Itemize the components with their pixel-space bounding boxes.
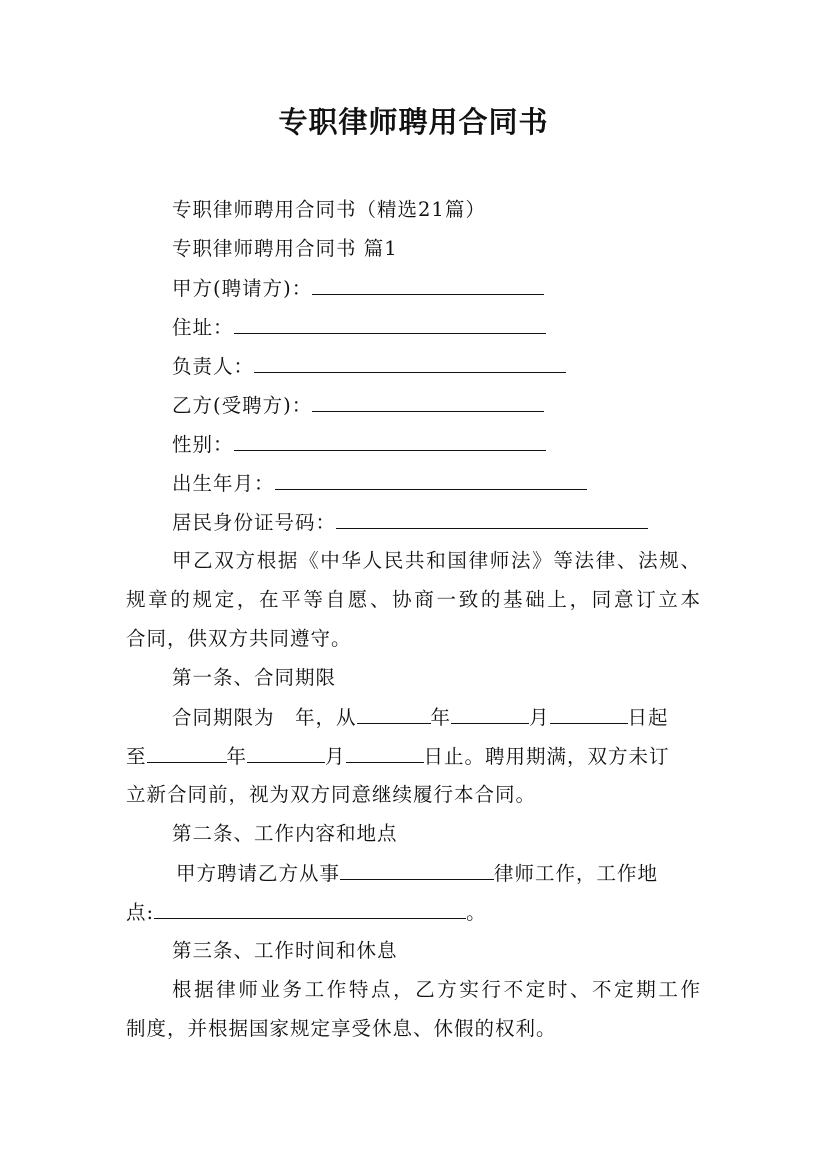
article2-text-b: 律师工作，工作地 <box>494 862 659 885</box>
article1-heading: 第一条、合同期限 <box>172 666 337 689</box>
address-label: 住址： <box>172 316 234 339</box>
article3-paragraph-line1: 根据律师业务工作特点，乙方实行不定时、不定期工作 <box>172 978 701 1001</box>
work-content-blank <box>340 860 494 880</box>
party-b-row <box>172 392 747 419</box>
party-a-blank <box>312 275 544 295</box>
address-blank <box>234 314 546 334</box>
intro-paragraph-line1: 甲乙双方根据《中华人民共和国律师法》等法律、法规、 <box>172 549 701 572</box>
article1-paragraph-line1 <box>172 704 747 731</box>
id-label: 居民身份证号码： <box>172 511 337 534</box>
intro-paragraph-line3: 合同，供双方共同遵守。 <box>126 627 352 650</box>
start-year-label: 年 <box>430 706 452 729</box>
location-blank <box>154 899 466 919</box>
id-blank <box>336 509 648 529</box>
article2-paragraph-line1 <box>176 860 751 887</box>
start-day-label: 日起 <box>627 706 669 729</box>
location-end: 。 <box>466 901 487 924</box>
start-day-blank <box>550 704 628 724</box>
id-row <box>172 509 747 536</box>
responsible-blank <box>254 353 566 373</box>
end-month-label: 月 <box>325 745 346 768</box>
article2-text-a: 甲方聘请乙方从事 <box>176 862 341 885</box>
intro-paragraph-line2: 规章的规定，在平等自愿、协商一致的基础上，同意订立本 <box>126 588 701 611</box>
party-a-label: 甲方(聘请方)： <box>172 277 313 300</box>
location-label: 点: <box>126 901 155 924</box>
start-month-label: 月 <box>529 706 550 729</box>
responsible-label: 负责人： <box>172 355 255 378</box>
article3-heading: 第三条、工作时间和休息 <box>172 939 398 962</box>
address-row <box>172 314 747 341</box>
party-b-label: 乙方(受聘方)： <box>172 394 313 417</box>
gender-row <box>172 431 747 458</box>
end-year-blank <box>147 743 227 763</box>
article2-paragraph-line2 <box>126 899 701 926</box>
responsible-row <box>172 353 747 380</box>
start-month-blank <box>451 704 529 724</box>
article2-heading: 第二条、工作内容和地点 <box>172 822 398 845</box>
gender-label: 性别： <box>172 433 234 456</box>
birth-blank <box>275 470 587 490</box>
article3-paragraph-line2: 制度，并根据国家规定享受休息、休假的权利。 <box>126 1017 557 1040</box>
start-year-blank <box>357 704 431 724</box>
document-subtitle: 专职律师聘用合同书（精选21篇） <box>172 198 486 221</box>
article1-paragraph-line2 <box>126 743 701 770</box>
end-year-label: 年 <box>226 745 248 768</box>
document-title: 专职律师聘用合同书 <box>278 105 549 139</box>
article1-paragraph-line3: 立新合同前，视为双方同意继续履行本合同。 <box>126 783 537 806</box>
birth-label: 出生年月： <box>172 472 275 495</box>
end-day-text: 日止。聘用期满，双方未订 <box>423 745 670 768</box>
party-b-blank <box>312 392 544 412</box>
term-text: 合同期限为 年，从 <box>172 706 357 729</box>
to-label: 至 <box>126 745 147 768</box>
end-day-blank <box>346 743 424 763</box>
party-a-row <box>172 275 747 302</box>
end-month-blank <box>247 743 325 763</box>
birth-row <box>172 470 747 497</box>
gender-blank <box>234 431 546 451</box>
section-heading: 专职律师聘用合同书 篇1 <box>172 237 398 260</box>
